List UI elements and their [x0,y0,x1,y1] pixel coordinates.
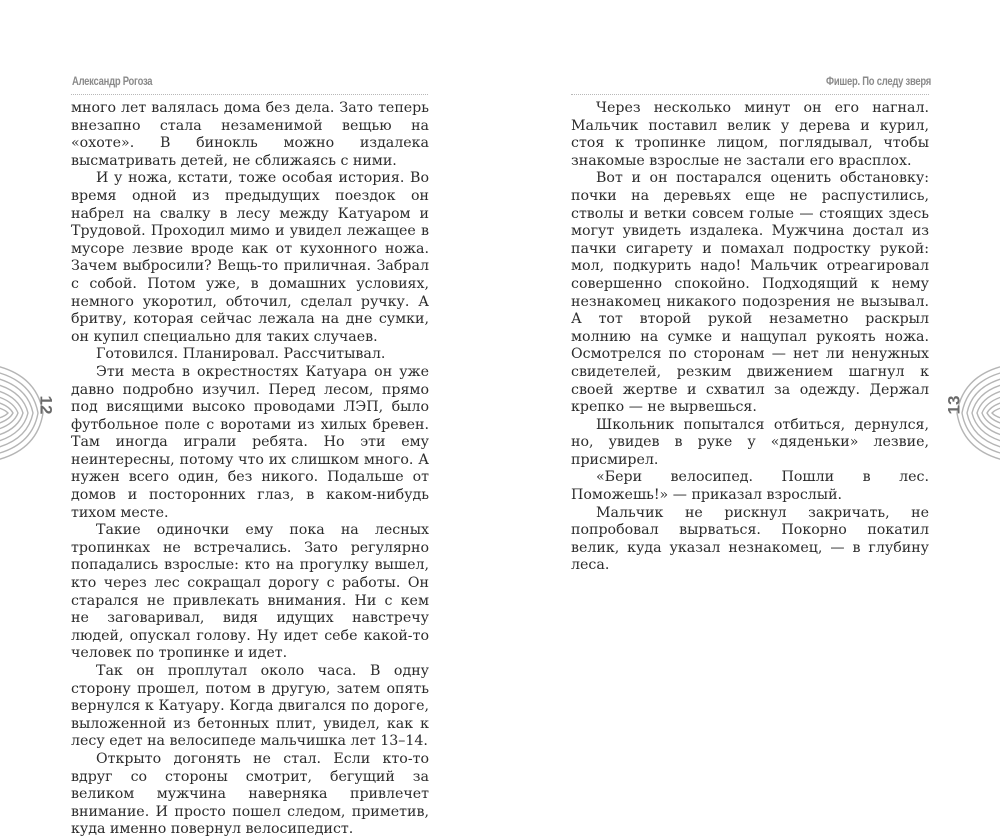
paragraph: Так он проплутал около часа. В одну сторону прошел, потом в другую, затем опять вернулся к Катуару. Когда двигался по дороге, выложенной из бетонных плит, увидел, как к лесу едет на велосипеде мальчишка лет 13–14. [71,663,429,750]
header-dotted-rule [571,94,929,95]
page-number: 12 [36,395,56,415]
body-text [71,100,429,839]
paragraph: Готовился. Планировал. Рассчитывал. [96,346,386,363]
paragraph: Через несколько минут он его нагнал. Мальчик поставил велик у дерева и курил, стоя к тропинке лицом, поглядывал, чтобы знакомые взрослые не застали его врасплох. [571,100,929,169]
paragraph: Эти места в окрестностях Катуара он уже давно подробно изучил. Перед лесом, прямо под висящими высоко проводами ЛЭП, было футбольное поле с воротами из хилых бревен. Там иногда играли ребята. Но эти ему неинтересны, потому что их слишком много. А нужен всего один, без никого. Подальше от домов и посторонних глаз, в каком-нибудь тихом месте. [71,363,429,521]
paragraph: И у ножа, кстати, тоже особая история. Во время одной из предыдущих поездок он набрел на свалку в лесу между Катуаром и Трудовой. Проходил мимо и увидел лежащее в мусоре лезвие вроде как от кухонного ножа. Зачем выбросили? Вещь-то приличная. Забрал с собой. Потом уже, в домашних условиях, немного укоротил, обточил, сделал ручку. А бритву, которая сейчас лежала на дне сумки, он купил специально для таких случаев. [71,170,429,345]
paragraph: «Бери велосипед. Пошли в лес. Поможешь!» — приказал взрослый. [571,469,929,504]
paragraph: Школьник попытался отбиться, дернулся, но, увидев в руке у «дяденьки» лезвие, присмирел. [571,416,929,468]
paragraph: Вот и он постарался оценить обстановку: почки на деревьях еще не распустились, стволы и ветки совсем голые — стоящих здесь могут увидеть издалека. Мужчина достал из пачки сигарету и помахал подростку рукой: мол, подкурить надо! Мальчик отреагировал совершенно спокойно. Подходящий к нему незнакомец никакого подозрения не вызывал. А тот второй рукой незаметно раскрыл молнию на сумке и нащупал рукоять ножа. Осмотрелся по сторонам — нет ли ненужных свидетелей, резким движением шагнул к своей жертве и схватил за одежду. Держал крепко — не вырвешься. [571,170,929,416]
body-text [571,100,929,575]
paragraph: Открыто догонять не стал. Если кто-то вдруг со стороны смотрит, бегущий за великом мужчина наверняка привлечет внимание. И просто пошел следом, приметив, куда именно повернул велосипедист. [71,750,429,838]
header-dotted-rule [71,94,428,95]
paragraph: Такие одиночки ему пока на лесных тропинках не встречались. Зато регулярно попадались взрослые: кто на прогулку вышел, кто через лес сокращал дорогу с работы. Он старался не привлекать внимания. Ни с кем не заговаривал, видя идущих навстречу людей, опускал голову. Ну идет себе какой-то человек по тропинке и идет. [71,522,429,662]
running-head-author: Александр Рогоза [72,76,153,88]
paragraph: Мальчик не рискнул закричать, не попробовал вырваться. Покорно покатил велик, куда указал незнакомец, — в глубину леса. [571,504,929,574]
paragraph: много лет валялась дома без дела. Зато теперь внезапно стала незаменимой вещью на «охоте». В бинокль можно издалека высматривать детей, не сближаясь с ними. [71,100,429,169]
running-head-title: Фишер. По следу зверя [825,76,931,88]
right-page [500,0,1000,750]
page-number: 13 [944,395,964,415]
left-page [0,0,500,838]
